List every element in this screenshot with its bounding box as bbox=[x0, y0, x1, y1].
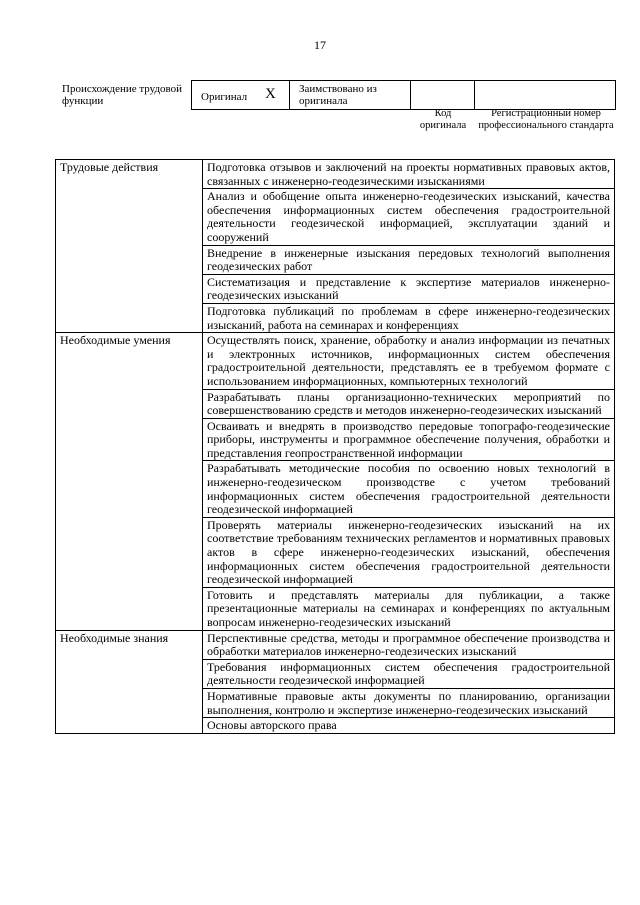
list-item: Внедрение в инженерные изыскания передовых технологий выполнения геодезических работ bbox=[203, 245, 615, 274]
list-item: Основы авторского права bbox=[203, 718, 615, 734]
section-title: Необходимые умения bbox=[56, 333, 203, 630]
list-item: Нормативные правовые акты документы по планированию, организации выполнения, контролю и экспертизе инженерно-геодезических изысканий bbox=[203, 688, 615, 717]
list-item: Систематизация и представление к экспертизе материалов инженерно-геодезических изысканий bbox=[203, 274, 615, 303]
registration-number-caption: Регистрационный номер профессионального стандарта bbox=[478, 108, 614, 131]
original-label: Оригинал bbox=[201, 91, 248, 103]
registration-number-box bbox=[474, 80, 616, 110]
section-title: Трудовые действия bbox=[56, 160, 203, 333]
original-cell bbox=[191, 80, 290, 110]
borrowed-label: Заимствовано из оригинала bbox=[299, 83, 377, 107]
list-item: Проверять материалы инженерно-геодезических изысканий на их соответствие требованиям технических регламентов и нормативных правовых актов в сфере инженерно-геодезических изысканий, обеспечения информационных систем обеспечения градостроительной деятельности геодезической информацией bbox=[203, 517, 615, 587]
list-item: Разрабатывать планы организационно-технических мероприятий по совершенствованию средств и методов инженерно-геодезических изысканий bbox=[203, 389, 615, 418]
table-row bbox=[56, 160, 615, 189]
list-item: Осваивать и внедрять в производство передовые топографо-геодезические приборы, инструменты и программное обеспечение получения, обработки и представления геопространственной информации bbox=[203, 418, 615, 461]
list-item: Подготовка публикаций по проблемам в сфере инженерно-геодезических изысканий, работа на семинарах и конференциях bbox=[203, 303, 615, 332]
list-item: Подготовка отзывов и заключений на проекты нормативных правовых актов, связанных с инженерно-геодезическими изысканиями bbox=[203, 160, 615, 189]
page-number: 17 bbox=[314, 38, 326, 52]
section-title: Необходимые знания bbox=[56, 630, 203, 733]
original-code-box bbox=[410, 80, 475, 110]
original-mark: X bbox=[265, 86, 276, 102]
table-row bbox=[56, 333, 615, 389]
borrowed-cell bbox=[289, 80, 411, 110]
list-item: Перспективные средства, методы и программное обеспечение производства и обработки материалов инженерно-геодезических изысканий bbox=[203, 630, 615, 659]
list-item: Анализ и обобщение опыта инженерно-геодезических изысканий, качества обеспечения информационных систем обеспечения градостроительной деятельности геодезической информацией, эксплуатации зданий и сооружений bbox=[203, 189, 615, 245]
original-code-caption: Код оригинала bbox=[419, 108, 467, 131]
list-item: Осуществлять поиск, хранение, обработку и анализ информации из печатных и электронных источников, информационных систем обеспечения градостроительной деятельности, представлять ее в требуемом формате с использованием информационных, компьютерных технологий bbox=[203, 333, 615, 389]
list-item: Требования информационных систем обеспечения градостроительной деятельности геодезической информацией bbox=[203, 659, 615, 688]
labor-function-table bbox=[55, 159, 615, 734]
table-row bbox=[56, 630, 615, 659]
list-item: Разрабатывать методические пособия по освоению новых технологий в инженерно-геодезическом производстве с учетом требований информационных систем обеспечения градостроительной деятельности геодезической информацией bbox=[203, 461, 615, 517]
origin-label: Происхождение трудовой функции bbox=[62, 83, 183, 107]
list-item: Готовить и представлять материалы для публикации, а также презентационные материалы на семинарах и конференциях по актуальным вопросам инженерно-геодезических изысканий bbox=[203, 587, 615, 630]
